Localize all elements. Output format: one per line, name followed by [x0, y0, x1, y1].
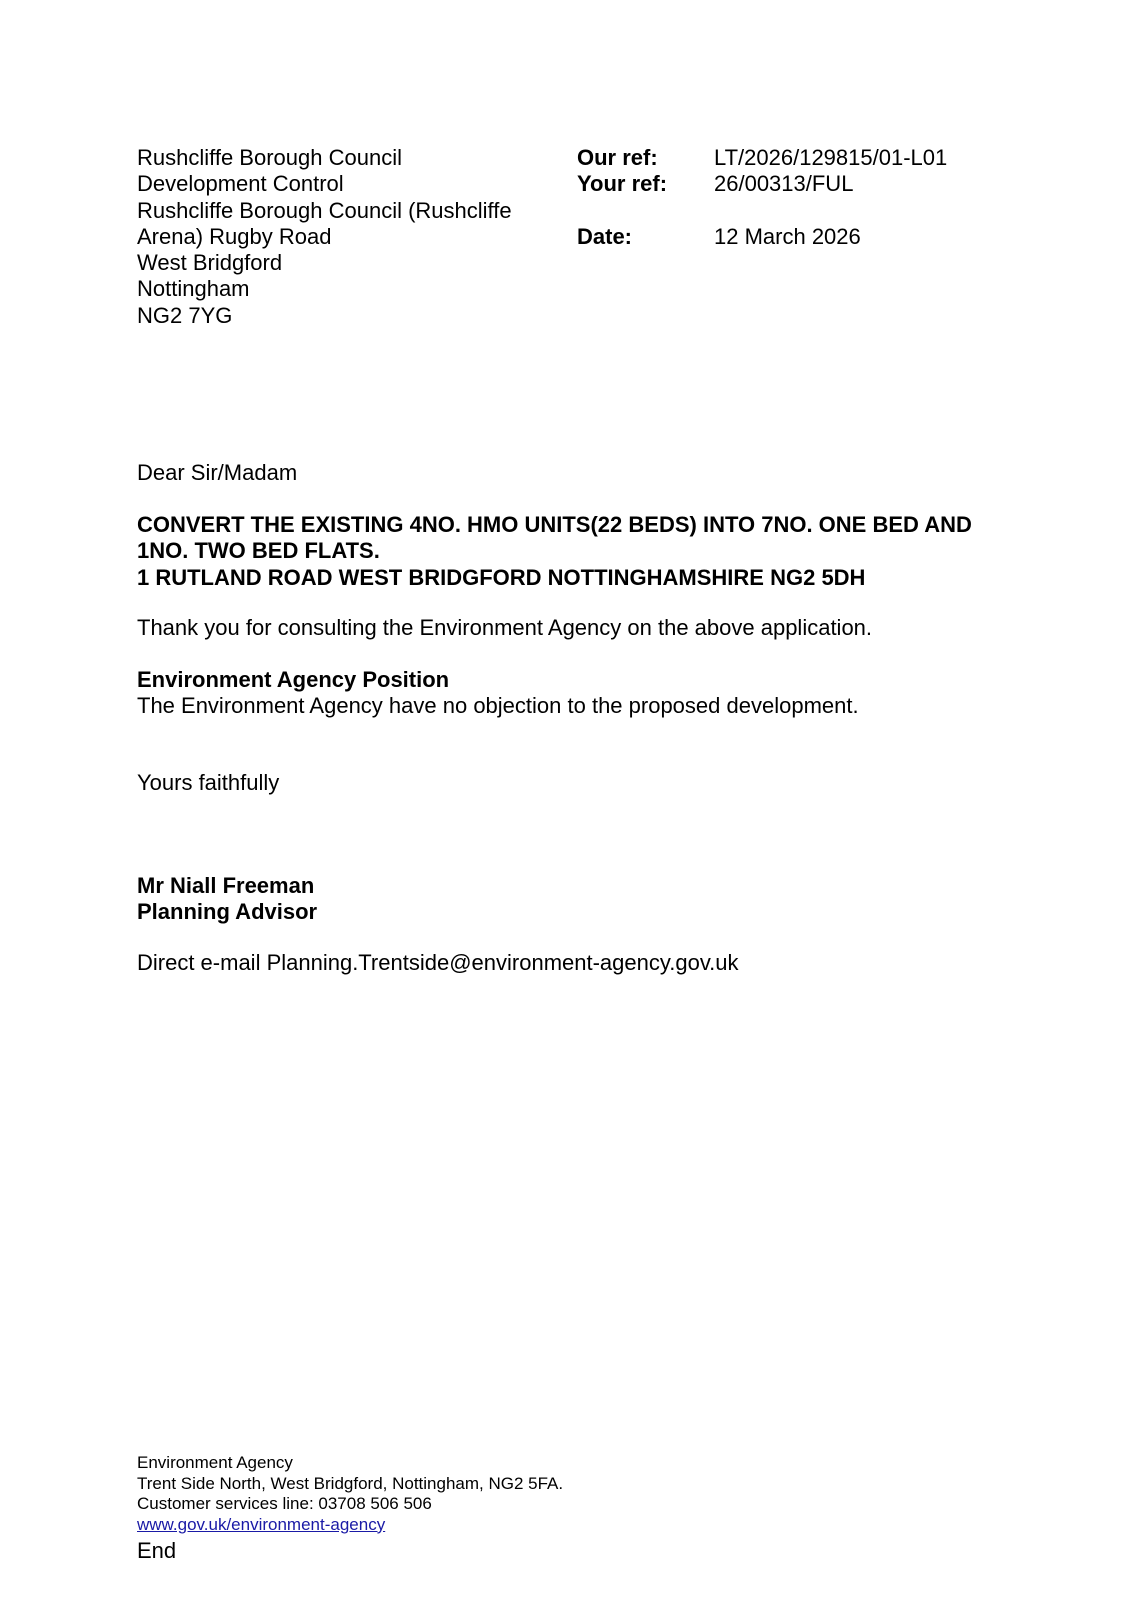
subject-line: 1 RUTLAND ROAD WEST BRIDGFORD NOTTINGHAMSHIRE NG2 5DH [137, 564, 866, 590]
date-row [577, 224, 947, 250]
footer-address: Trent Side North, West Bridgford, Nottingham, NG2 5FA. [137, 1473, 564, 1493]
recipient-address-line: Arena) Rugby Road [137, 223, 332, 249]
footer-website-link[interactable]: www.gov.uk/environment-agency [137, 1514, 386, 1534]
position-text: The Environment Agency have no objection to the proposed development. [137, 693, 859, 719]
footer [137, 1453, 563, 1535]
subject-line: CONVERT THE EXISTING 4NO. HMO UNITS(22 BEDS) INTO 7NO. ONE BED AND [137, 512, 972, 537]
end-marker: End [137, 1538, 177, 1563]
recipient-address-line: Rushcliffe Borough Council [137, 145, 402, 170]
subject-heading [137, 512, 972, 591]
intro-paragraph: Thank you for consulting the Environment Agency on the above application. [137, 615, 873, 640]
our-ref-value: LT/2026/129815/01-L01 [714, 145, 948, 170]
contact-email: Direct e-mail Planning.Trentside@environment-agency.gov.uk [137, 950, 739, 975]
recipient-address-line: NG2 7YG [137, 302, 233, 328]
recipient-address [137, 145, 512, 329]
your-ref-value: 26/00313/FUL [714, 171, 854, 197]
position-section [137, 667, 859, 720]
our-ref-row [577, 145, 947, 171]
reference-block [577, 145, 947, 250]
signatory-title: Planning Advisor [137, 899, 318, 925]
salutation: Dear Sir/Madam [137, 460, 298, 485]
our-ref-label: Our ref: [577, 145, 658, 170]
footer-phone: Customer services line: 03708 506 506 [137, 1494, 432, 1513]
your-ref-row [577, 171, 947, 197]
your-ref-label: Your ref: [577, 171, 668, 197]
recipient-address-line: Nottingham [137, 276, 250, 302]
date-value: 12 March 2026 [714, 223, 861, 249]
recipient-address-line: Development Control [137, 171, 344, 197]
position-heading: Environment Agency Position [137, 667, 450, 692]
closing: Yours faithfully [137, 770, 280, 795]
recipient-address-line: Rushcliffe Borough Council (Rushcliffe [137, 197, 512, 223]
recipient-address-line: West Bridgford [137, 250, 283, 276]
signatory-name: Mr Niall Freeman [137, 873, 315, 898]
subject-line: 1NO. TWO BED FLATS. [137, 538, 380, 564]
date-label: Date: [577, 223, 633, 249]
footer-org: Environment Agency [137, 1453, 293, 1472]
signature-block [137, 873, 317, 926]
ref-spacer [577, 198, 947, 224]
